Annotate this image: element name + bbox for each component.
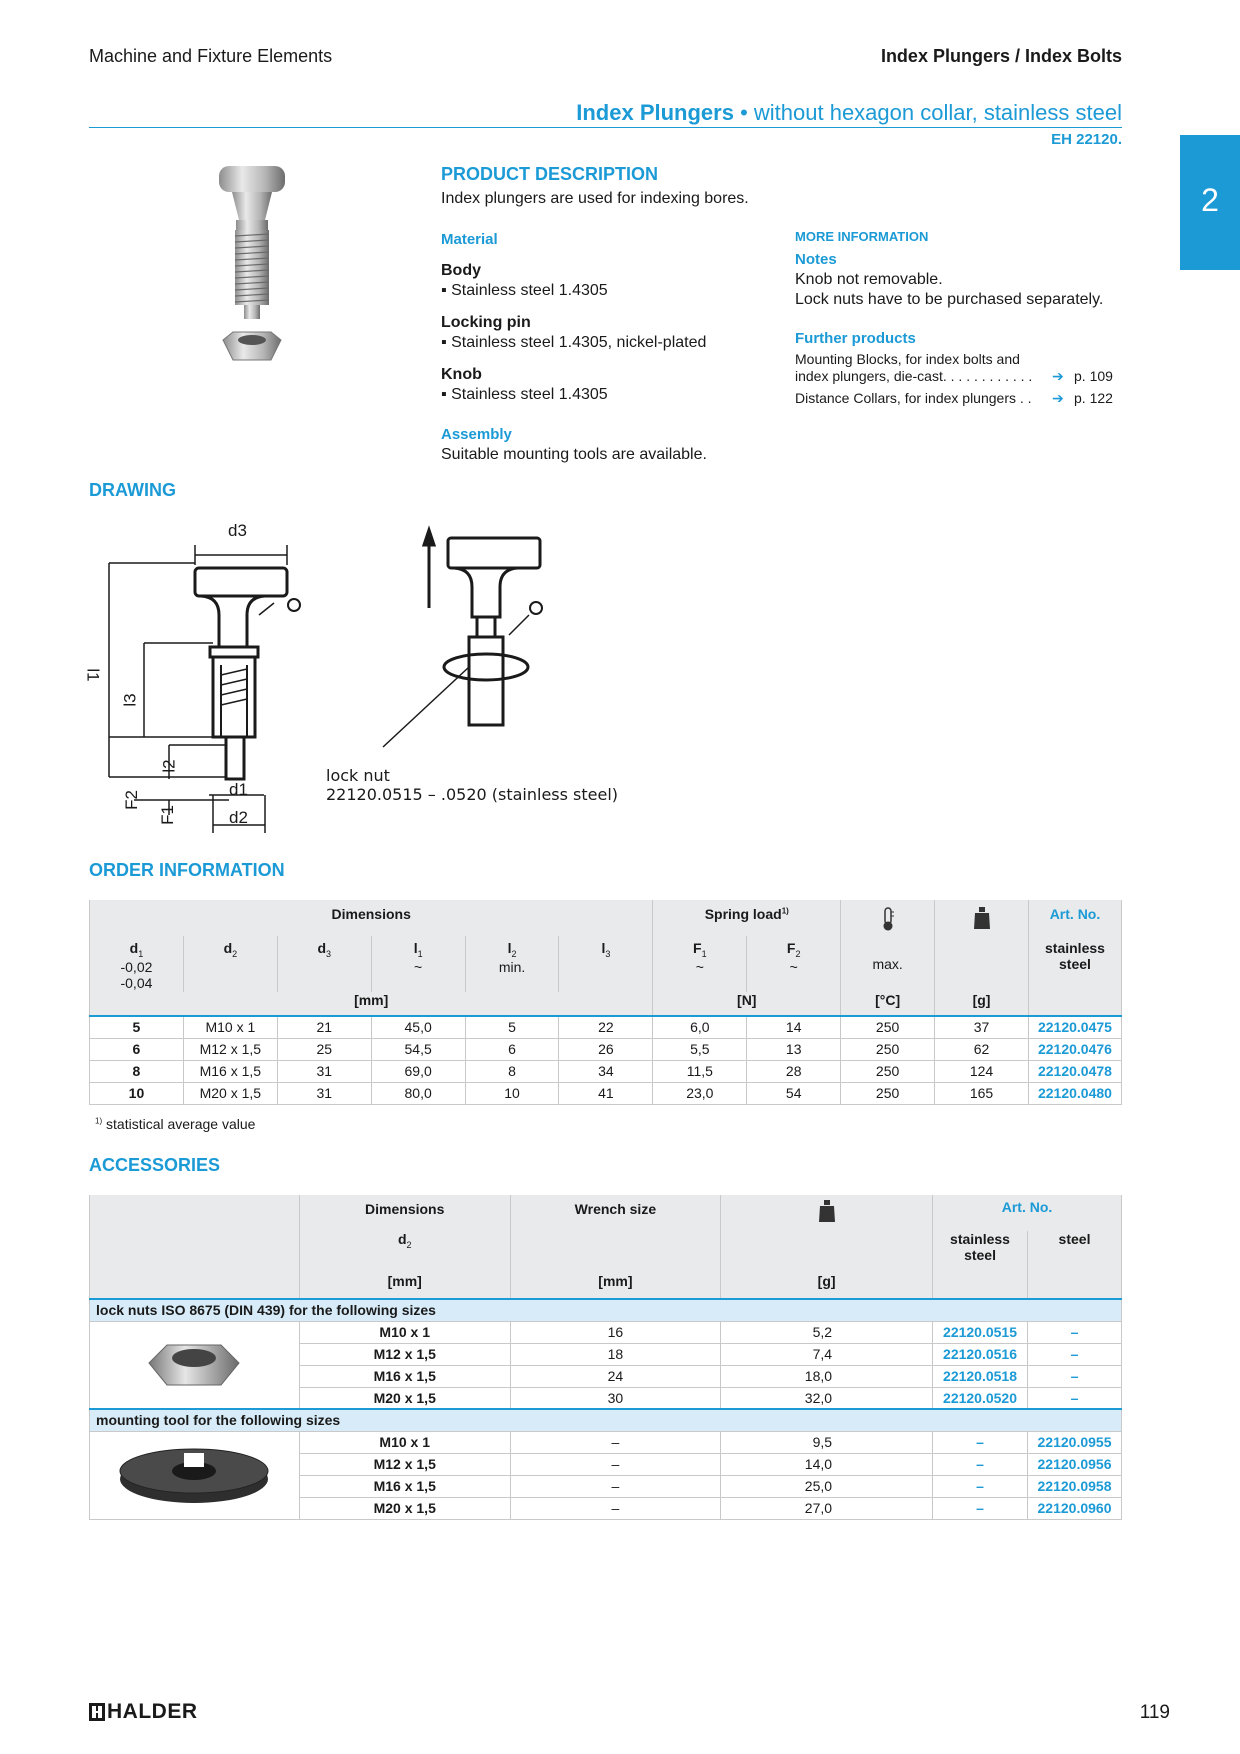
body-label: Body <box>441 262 481 279</box>
running-header-right: Index Plungers / Index Bolts <box>880 46 1122 66</box>
dimensions-header: Dimensions <box>90 900 653 936</box>
group-mounting-tool: mounting tool for the following sizes <box>90 1409 1122 1431</box>
group-locknuts: lock nuts ISO 8675 (DIN 439) for the following sizes <box>90 1299 1122 1321</box>
acc-header-row-1: Dimensions Wrench size Art. No. <box>90 1195 1122 1231</box>
label-F1: F1 <box>157 805 177 825</box>
lock-nut-image <box>90 1321 300 1409</box>
order-table <box>89 900 1122 1105</box>
further-product-2-page[interactable]: p. 122 <box>1074 390 1113 406</box>
body-value: ▪ Stainless steel 1.4305 <box>441 282 608 299</box>
title-bold: Index Plungers <box>576 100 734 125</box>
table-row: M10 x 1 – 9,5 – 22120.0955 <box>90 1431 1122 1453</box>
label-d2: d2 <box>229 808 248 827</box>
order-header-row-1 <box>90 900 1122 936</box>
accessories-table <box>89 1195 1122 1520</box>
table-row: 6 M12 x 1,5 25 54,5 6 26 5,5 13 250 62 22120.0476 <box>90 1038 1122 1060</box>
further-product-1-line2[interactable]: index plungers, die-cast. . . . . . . . . . . . <box>795 368 1033 384</box>
mounting-tool-image <box>90 1431 300 1519</box>
table-row: M12 x 1,5 18 7,4 22120.0516 – <box>90 1343 1122 1365</box>
logo-mark-icon <box>89 1703 105 1721</box>
order-heading: ORDER INFORMATION <box>89 860 285 880</box>
table-row: 8 M16 x 1,5 31 69,0 8 34 11,5 28 250 124 22120.0478 <box>90 1060 1122 1082</box>
pin-label: Locking pin <box>441 314 531 331</box>
chapter-tab[interactable]: 2 <box>1180 135 1240 270</box>
weight-icon <box>721 1195 933 1231</box>
locknut-label-2: 22120.0515 – .0520 (stainless steel) <box>326 785 619 804</box>
page-number: 119 <box>1139 1702 1170 1723</box>
title-rest: • without hexagon collar, stainless steel <box>733 100 1122 125</box>
running-header-left: Machine and Fixture Elements <box>89 46 333 66</box>
art-no-header: Art. No. <box>1028 900 1121 936</box>
label-l1: l1 <box>83 668 103 682</box>
knob-label: Knob <box>441 366 482 383</box>
note-1: Knob not removable. <box>795 271 943 288</box>
table-row: M12 x 1,5 – 14,0 – 22120.0956 <box>90 1453 1122 1475</box>
label-l2: l2 <box>159 759 179 773</box>
spring-load-header: Spring load$^{1)}$ <box>653 900 841 936</box>
pin-value: ▪ Stainless steel 1.4305, nickel-plated <box>441 334 707 351</box>
order-header-row-3: [mm] [N] [°C] [g] <box>90 992 1122 1016</box>
weight-icon <box>935 900 1029 936</box>
acc-header-row-3: [mm] [mm] [g] <box>90 1273 1122 1299</box>
locknut-label-1: lock nut <box>326 766 390 785</box>
more-info-heading: MORE INFORMATION <box>795 229 929 244</box>
product-description-text: Index plungers are used for indexing bores. <box>441 190 749 207</box>
table-row: M20 x 1,5 – 27,0 – 22120.0960 <box>90 1497 1122 1519</box>
note-2: Lock nuts have to be purchased separately. <box>795 291 1104 308</box>
further-products-heading: Further products <box>795 330 916 347</box>
knob-value: ▪ Stainless steel 1.4305 <box>441 386 608 403</box>
acc-header-row-2: $d_2$ stainless steel steel <box>90 1231 1122 1273</box>
table-row: M10 x 1 16 5,2 22120.0515 – <box>90 1321 1122 1343</box>
table-row: M16 x 1,5 24 18,0 22120.0518 – <box>90 1365 1122 1387</box>
table-row: 5 M10 x 1 21 45,0 5 22 6,0 14 250 37 22120.0475 <box>90 1016 1122 1038</box>
label-d3: d3 <box>228 521 247 540</box>
further-product-1-page[interactable]: p. 109 <box>1074 368 1113 384</box>
table-row: M20 x 1,5 30 32,0 22120.0520 – <box>90 1387 1122 1409</box>
table-row: 10 M20 x 1,5 31 80,0 10 41 23,0 54 250 165 22120.0480 <box>90 1082 1122 1104</box>
label-d1: d1 <box>229 780 248 799</box>
label-l3: l3 <box>120 693 140 707</box>
page-title <box>576 100 1122 126</box>
title-rule <box>89 127 1122 128</box>
further-product-1-line1: Mounting Blocks, for index bolts and <box>795 351 1020 367</box>
product-description-heading: PRODUCT DESCRIPTION <box>441 164 659 184</box>
drawing-heading: DRAWING <box>89 480 176 500</box>
arrow-icon: ➔ <box>1052 390 1064 406</box>
product-code: EH 22120. <box>1051 131 1122 148</box>
label-F2: F2 <box>121 790 141 810</box>
order-header-row-2: $d_1$ -0,02 -0,04 $d_2$ $d_3$ $l_1$ ~ $l_2$ min. $l_3$ $F_1$ ~ $F_2$ ~ max. stainless steel <box>90 936 1122 992</box>
halder-logo[interactable]: HALDER <box>89 1700 198 1724</box>
order-footnote: $^{1)}$ statistical average value <box>95 1116 256 1132</box>
notes-heading: Notes <box>795 251 837 268</box>
assembly-text: Suitable mounting tools are available. <box>441 446 707 463</box>
table-row: M16 x 1,5 – 25,0 – 22120.0958 <box>90 1475 1122 1497</box>
assembly-heading: Assembly <box>441 426 512 443</box>
thermometer-icon <box>841 900 935 936</box>
product-photo <box>215 162 295 367</box>
accessories-heading: ACCESSORIES <box>89 1155 221 1175</box>
material-heading: Material <box>441 231 498 248</box>
further-product-2[interactable]: Distance Collars, for index plungers . . <box>795 390 1032 406</box>
arrow-icon: ➔ <box>1052 368 1064 384</box>
